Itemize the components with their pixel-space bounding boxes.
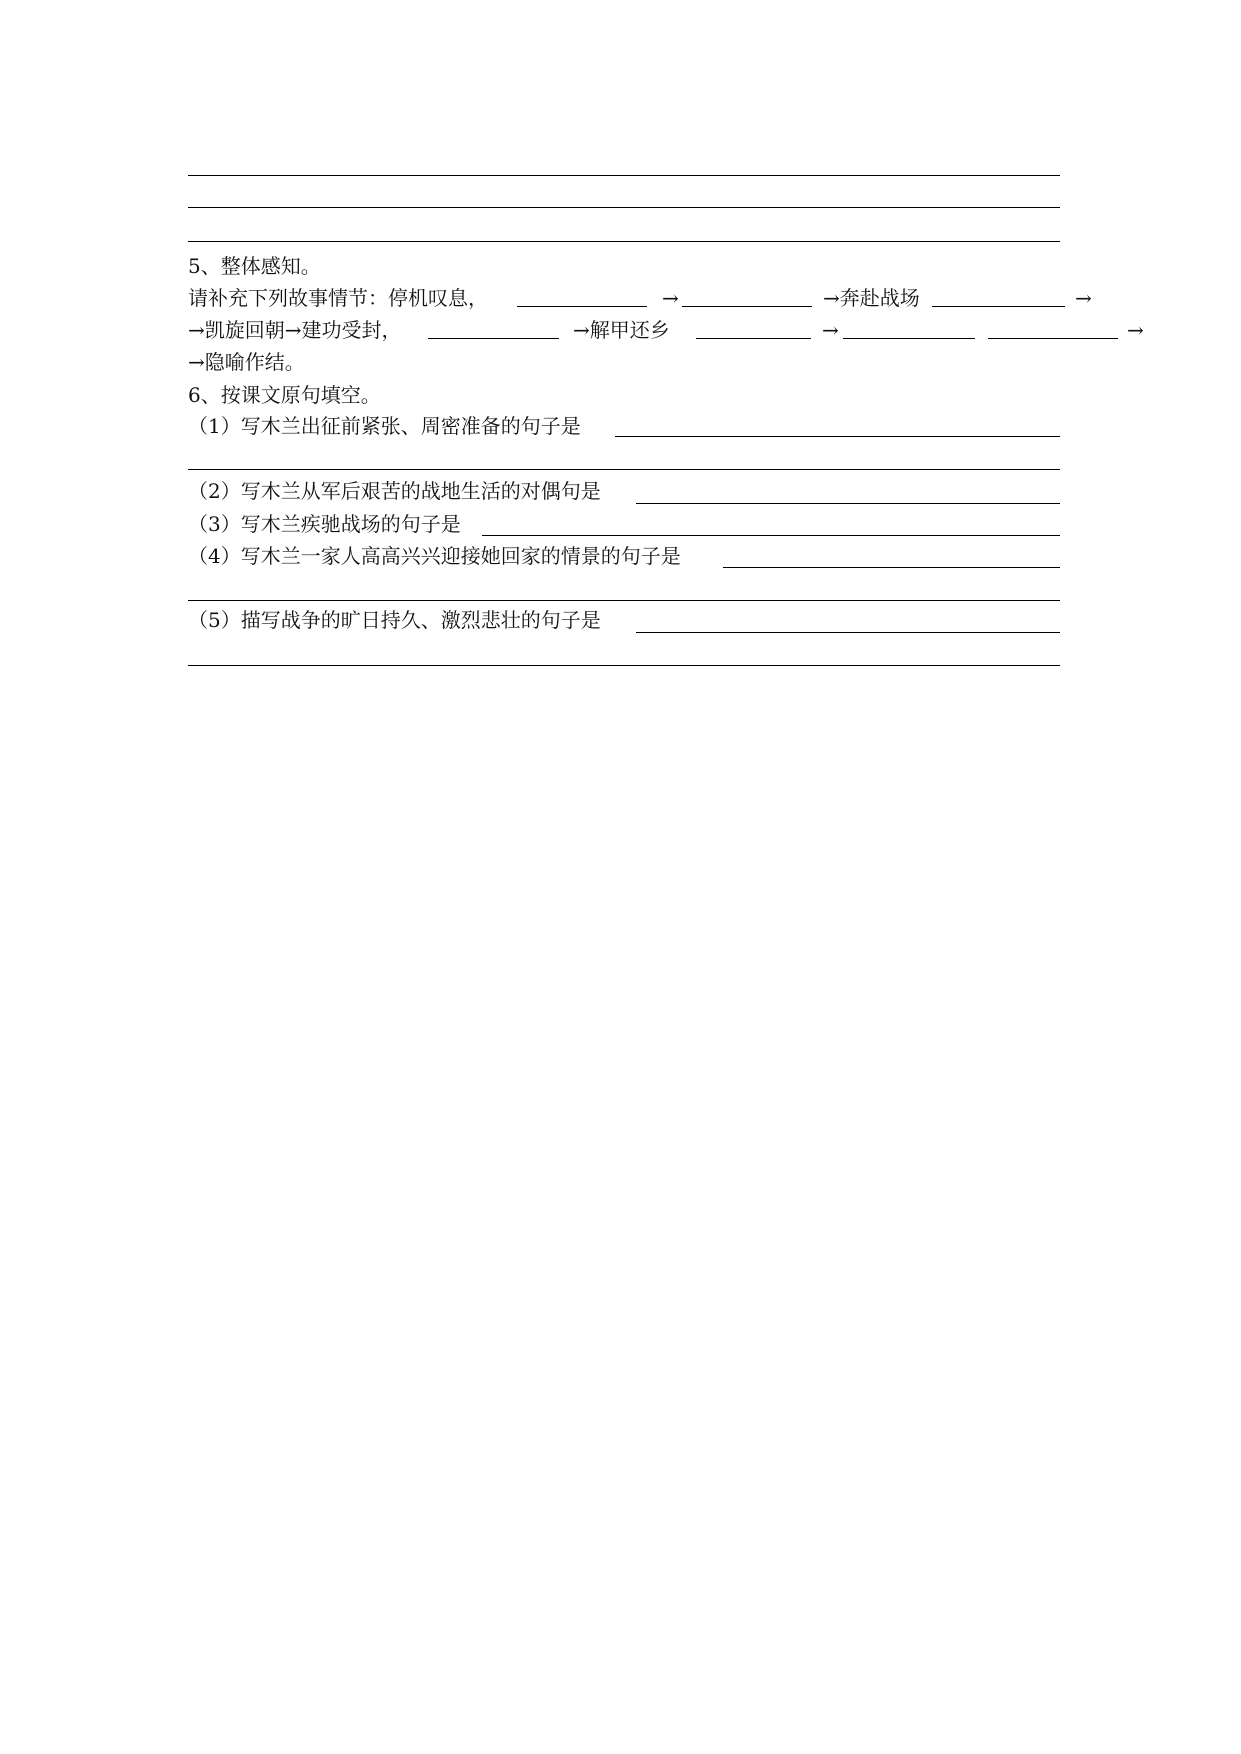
q6-item-2: （2）写木兰从军后艰苦的战地生活的对偶句是 — [188, 479, 601, 503]
answer-line[interactable] — [188, 241, 1060, 242]
q5-row2-arrow1: →解甲还乡 — [573, 318, 670, 342]
plot-blank[interactable] — [682, 306, 812, 307]
q6-item-1: （1）写木兰出征前紧张、周密准备的句子是 — [188, 414, 581, 438]
q6-item-5: （5）描写战争的旷日持久、激烈悲壮的句子是 — [188, 608, 601, 632]
q5-row2-arrow3: → — [1127, 318, 1144, 342]
answer-blank[interactable] — [723, 567, 1060, 568]
plot-blank[interactable] — [517, 306, 647, 307]
q6-heading: 6、按课文原句填空。 — [188, 383, 381, 407]
answer-line[interactable] — [188, 665, 1060, 666]
answer-line[interactable] — [188, 207, 1060, 208]
q5-row2-prefix: →凯旋回朝→建功受封， — [188, 318, 402, 342]
answer-blank[interactable] — [636, 503, 1060, 504]
plot-blank[interactable] — [428, 338, 559, 339]
answer-line[interactable] — [188, 175, 1060, 176]
q5-row3: →隐喻作结。 — [188, 350, 305, 374]
plot-blank[interactable] — [988, 338, 1118, 339]
q5-row1-arrow3: → — [1075, 286, 1092, 310]
q5-row1-arrow1: → — [662, 286, 679, 310]
answer-line[interactable] — [188, 469, 1060, 470]
q5-row1-arrow2: →奔赴战场 — [823, 286, 920, 310]
answer-blank[interactable] — [482, 535, 1060, 536]
plot-blank[interactable] — [843, 338, 975, 339]
plot-blank[interactable] — [932, 306, 1065, 307]
answer-blank[interactable] — [636, 632, 1060, 633]
q6-item-4: （4）写木兰一家人高高兴兴迎接她回家的情景的句子是 — [188, 544, 681, 568]
q5-row2-arrow2: → — [822, 318, 839, 342]
q6-item-3: （3）写木兰疾驰战场的句子是 — [188, 512, 461, 536]
plot-blank[interactable] — [696, 338, 811, 339]
q5-row1-prefix: 请补充下列故事情节：停机叹息， — [188, 286, 488, 310]
answer-line[interactable] — [188, 600, 1060, 601]
answer-blank[interactable] — [615, 436, 1060, 437]
q5-heading: 5、整体感知。 — [188, 254, 321, 278]
